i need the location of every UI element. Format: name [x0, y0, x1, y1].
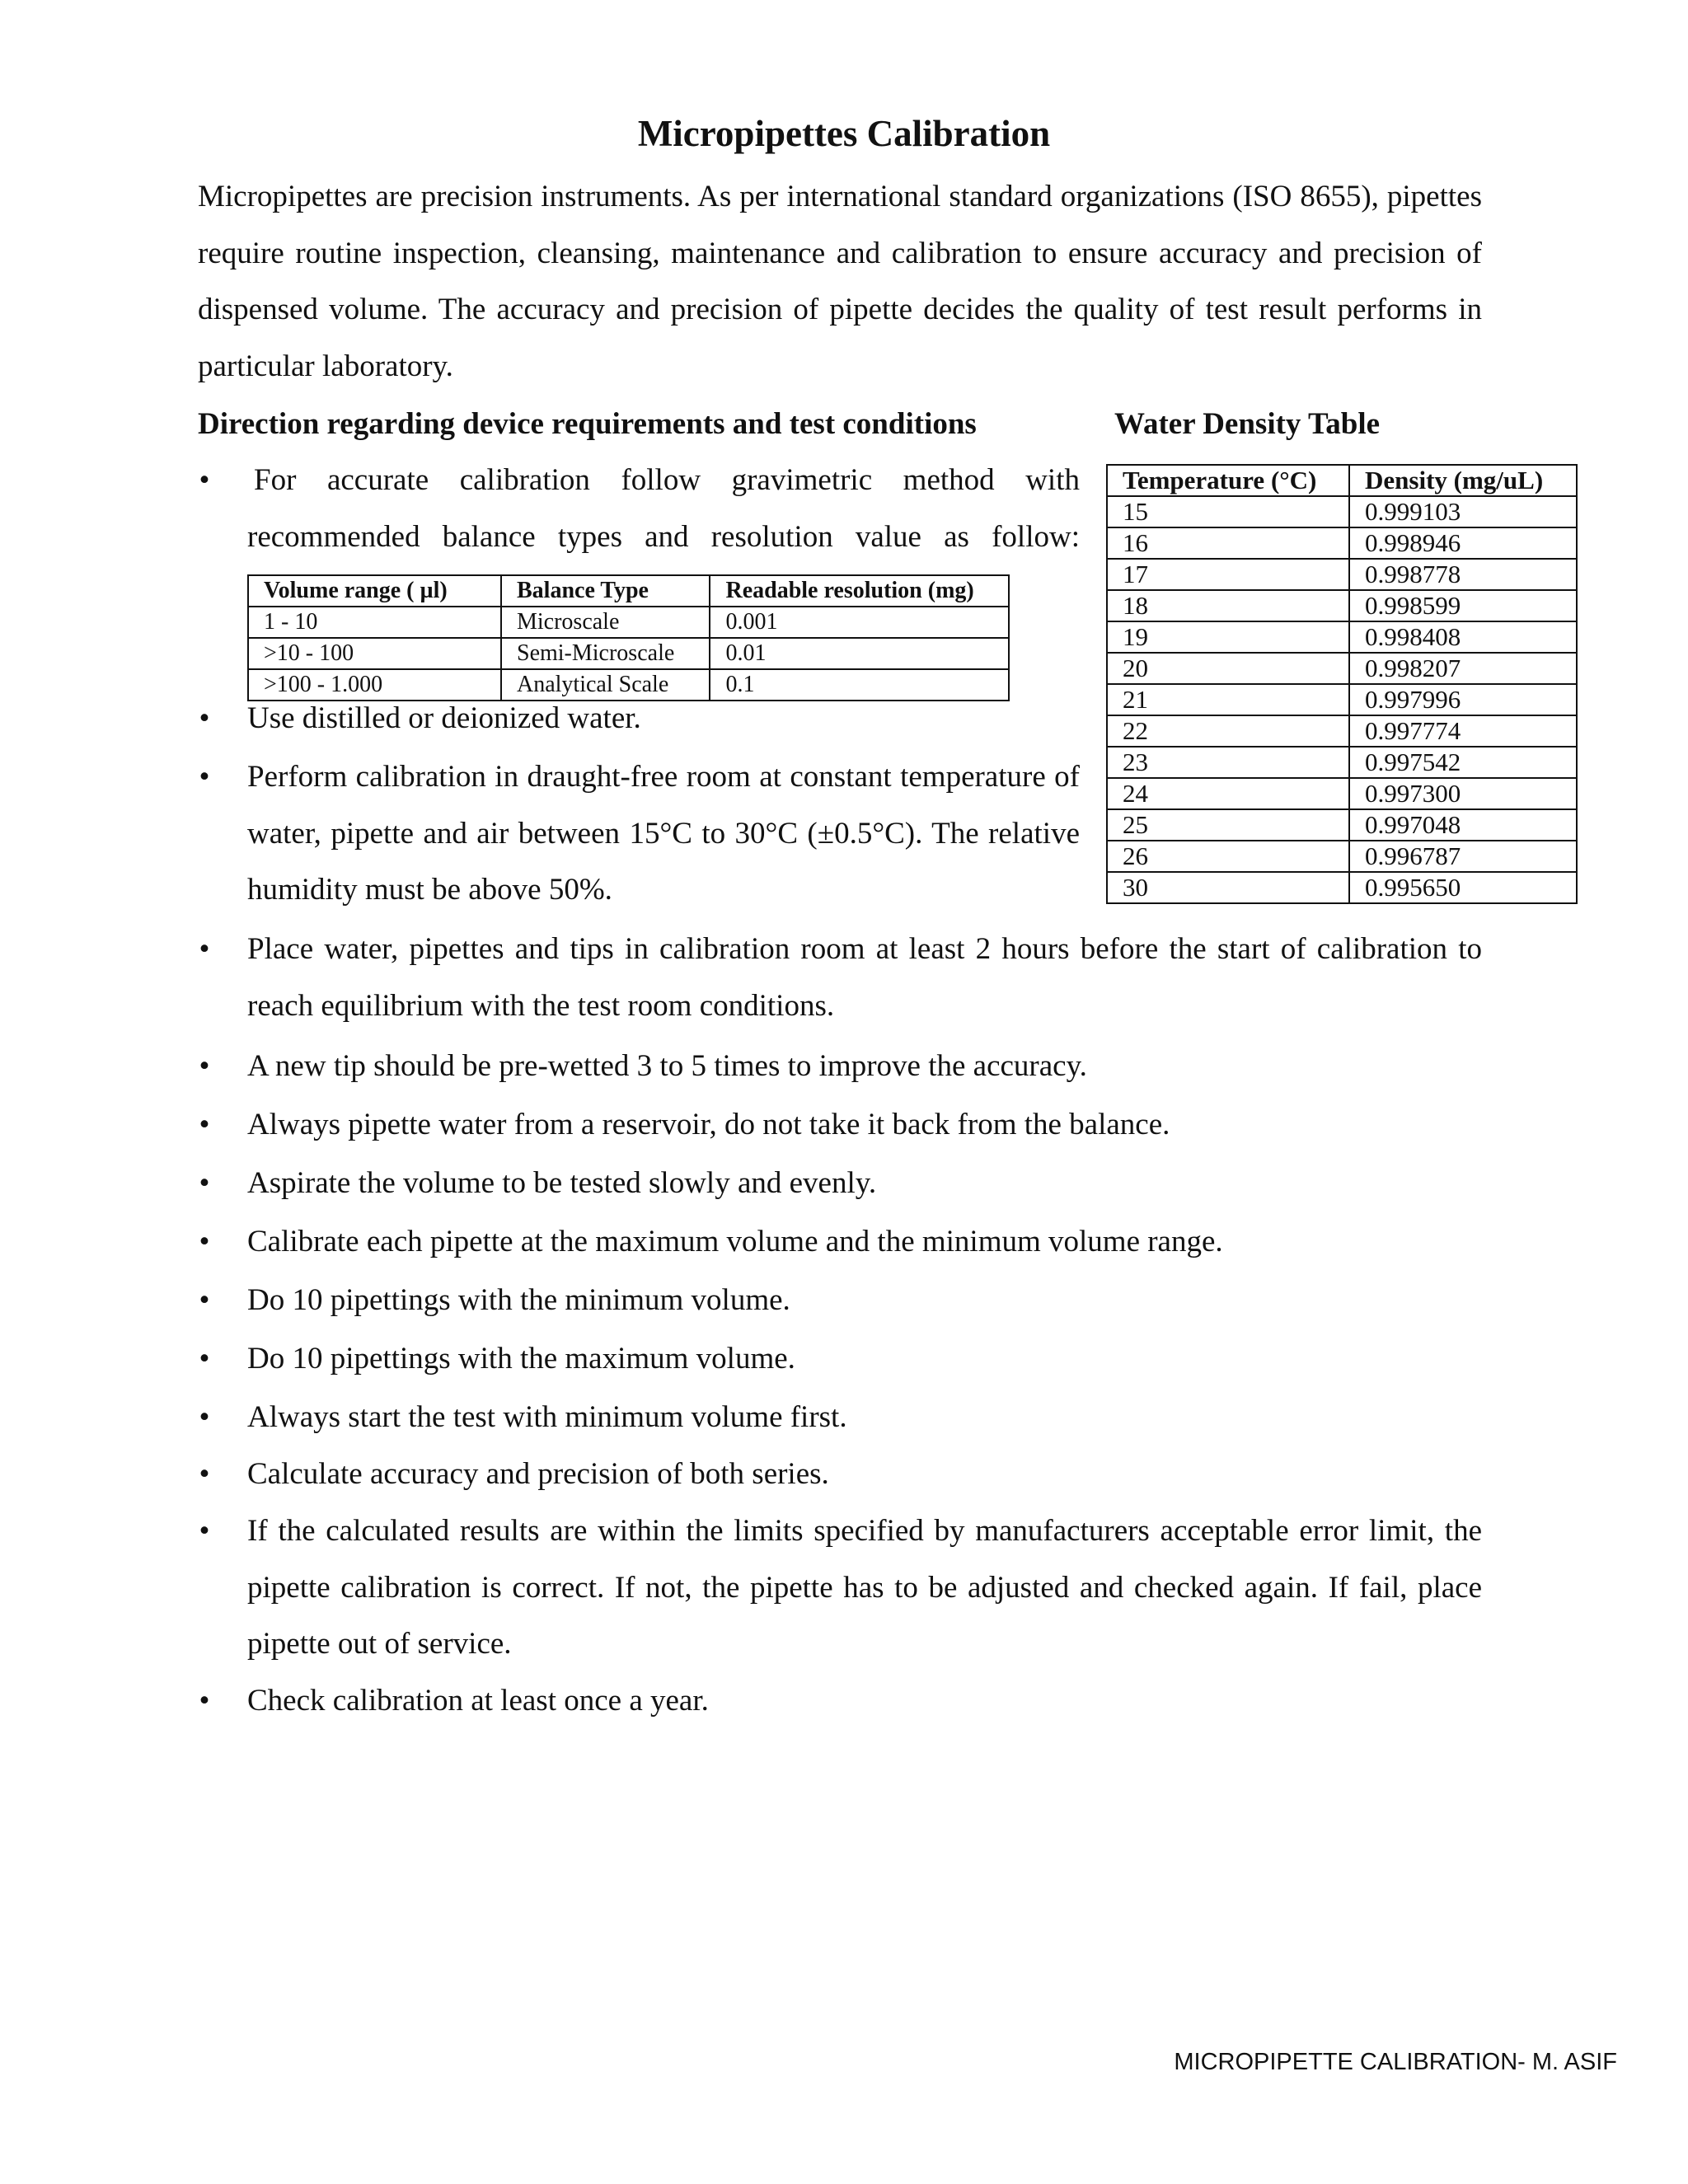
bullet-symbol: • — [199, 1108, 210, 1141]
balance-header-cell: Volume range ( µl) — [248, 575, 501, 607]
density-cell: 0.997300 — [1349, 778, 1577, 809]
density-table-row — [1107, 841, 1577, 872]
balance-cell: Microscale — [501, 607, 710, 638]
density-table-row — [1107, 653, 1577, 684]
bullet-text: Check calibration at least once a year. — [247, 1684, 709, 1718]
density-cell: 0.996787 — [1349, 841, 1577, 872]
temperature-cell: 24 — [1107, 778, 1349, 809]
temperature-cell: 18 — [1107, 590, 1349, 621]
bullet-text: Place water, pipettes and tips in calibration room at least 2 hours before the start of calibration to reach equilibrium with the test room conditions. — [247, 932, 1482, 1023]
density-table-row — [1107, 809, 1577, 841]
bullet-symbol: • — [199, 1684, 210, 1718]
balance-header-cell: Balance Type — [501, 575, 710, 607]
density-table-body — [1107, 496, 1577, 903]
temperature-cell: 20 — [1107, 653, 1349, 684]
balance-table-header-row — [248, 575, 1009, 607]
bullet-symbol: • — [199, 1166, 210, 1200]
balance-cell: >10 - 100 — [248, 638, 501, 669]
bullet-symbol: • — [199, 1049, 210, 1083]
temperature-cell: 26 — [1107, 841, 1349, 872]
density-table-row — [1107, 778, 1577, 809]
bullet-symbol: • — [199, 1342, 210, 1376]
balance-table — [247, 574, 1010, 701]
density-table-row — [1107, 684, 1577, 715]
balance-cell: Analytical Scale — [501, 669, 710, 701]
bullet-text: Aspirate the volume to be tested slowly and evenly. — [247, 1166, 877, 1200]
page-title: Micropipettes Calibration — [637, 113, 1051, 154]
bullet-symbol: • — [199, 1400, 210, 1434]
temperature-cell: 17 — [1107, 559, 1349, 590]
water-density-table — [1106, 464, 1578, 904]
density-cell: 0.998207 — [1349, 653, 1577, 684]
density-header-cell: Density (mg/uL) — [1349, 465, 1577, 496]
bullet-symbol: • — [199, 1457, 210, 1491]
balance-table-row — [248, 638, 1009, 669]
temperature-cell: 25 — [1107, 809, 1349, 841]
density-table-row — [1107, 872, 1577, 903]
density-cell: 0.995650 — [1349, 872, 1577, 903]
bullet-text: Perform calibration in draught-free room at constant temperature of water, pipette and air between 15°C to 30°C (±0.5°C). The relative humidity must be above 50%. — [247, 760, 1080, 907]
bullet-text: Calculate accuracy and precision of both series. — [247, 1457, 829, 1491]
balance-cell: 0.001 — [710, 607, 1009, 638]
density-cell: 0.998408 — [1349, 621, 1577, 653]
density-table-row — [1107, 621, 1577, 653]
page-footer: MICROPIPETTE CALIBRATION- M. ASIF — [1174, 2049, 1617, 2075]
density-cell: 0.997542 — [1349, 747, 1577, 778]
bullet-text: If the calculated results are within the limits specified by manufacturers acceptable error limit, the pipette calibration is correct. If not, the pipette has to be adjusted and checked again. If fail, place pipette out of service. — [247, 1514, 1482, 1661]
density-table-header-row — [1107, 465, 1577, 496]
balance-header-cell: Readable resolution (mg) — [710, 575, 1009, 607]
temperature-cell: 15 — [1107, 496, 1349, 527]
intro-paragraph: Micropipettes are precision instruments. As per international standard organizations (ISO 8655), pipettes require routine inspection, cleansing, maintenance and calibration to ensure accuracy and precision of dispensed volume. The accuracy and precision of pipette decides the quality of test result performs in particular laboratory. — [198, 180, 1482, 383]
bullet-symbol: • — [199, 932, 210, 966]
direction-heading: Direction regarding device requirements and test conditions — [198, 407, 977, 441]
bullet-symbol: • — [199, 1225, 210, 1258]
bullet-symbol: • — [199, 463, 210, 497]
bullet-text: Use distilled or deionized water. — [247, 701, 641, 735]
bullet-text: Do 10 pipettings with the minimum volume. — [247, 1283, 790, 1317]
density-table-row — [1107, 715, 1577, 747]
density-table-row — [1107, 559, 1577, 590]
temperature-cell: 21 — [1107, 684, 1349, 715]
density-table-row — [1107, 496, 1577, 527]
bullet-text: Do 10 pipettings with the maximum volume. — [247, 1342, 795, 1376]
bullet-symbol: • — [199, 1283, 210, 1317]
density-header-cell: Temperature (°C) — [1107, 465, 1349, 496]
density-table-row — [1107, 747, 1577, 778]
balance-cell: 0.01 — [710, 638, 1009, 669]
bullet-text: Always start the test with minimum volume first. — [247, 1400, 847, 1434]
bullet-text: Calibrate each pipette at the maximum volume and the minimum volume range. — [247, 1225, 1223, 1258]
balance-cell: >100 - 1.000 — [248, 669, 501, 701]
balance-cell: 0.1 — [710, 669, 1009, 701]
density-table-heading: Water Density Table — [1114, 407, 1381, 441]
density-cell: 0.997996 — [1349, 684, 1577, 715]
bullet-symbol: • — [199, 701, 210, 735]
density-table-row — [1107, 527, 1577, 559]
density-cell: 0.998778 — [1349, 559, 1577, 590]
balance-cell: 1 - 10 — [248, 607, 501, 638]
bullet-text: Always pipette water from a reservoir, do not take it back from the balance. — [247, 1108, 1170, 1141]
bullet-symbol: • — [199, 760, 210, 794]
density-cell: 0.998946 — [1349, 527, 1577, 559]
bullet-text: A new tip should be pre-wetted 3 to 5 times to improve the accuracy. — [247, 1049, 1087, 1083]
temperature-cell: 16 — [1107, 527, 1349, 559]
balance-table-row — [248, 607, 1009, 638]
density-table-row — [1107, 590, 1577, 621]
density-cell: 0.997048 — [1349, 809, 1577, 841]
temperature-cell: 30 — [1107, 872, 1349, 903]
density-cell: 0.998599 — [1349, 590, 1577, 621]
temperature-cell: 23 — [1107, 747, 1349, 778]
balance-cell: Semi-Microscale — [501, 638, 710, 669]
density-cell: 0.999103 — [1349, 496, 1577, 527]
bullet-symbol: • — [199, 1514, 210, 1548]
temperature-cell: 22 — [1107, 715, 1349, 747]
density-cell: 0.997774 — [1349, 715, 1577, 747]
bullet-text: For accurate calibration follow gravimetric method with recommended balance types and resolution value as follow: — [247, 463, 1080, 554]
temperature-cell: 19 — [1107, 621, 1349, 653]
